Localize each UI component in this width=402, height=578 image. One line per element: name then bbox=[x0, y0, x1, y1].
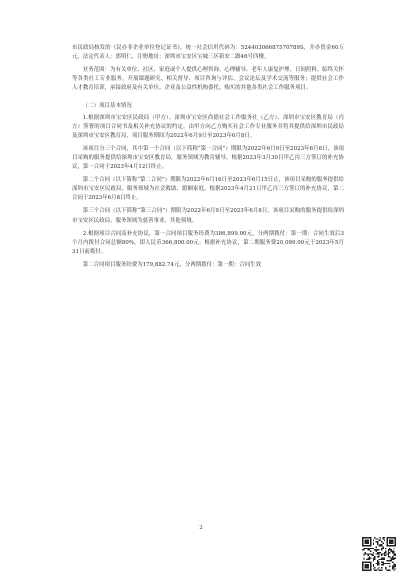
paragraph-third-contract: 第三个合同（以下简称“第三合同”）期限为2022年6月9日至2023年6月8日，该项目采购的服务提供给深圳市宝安区民政局，服务领域为慈善事业、其他领域。 bbox=[72, 208, 344, 224]
qr-code-icon bbox=[362, 537, 396, 571]
paragraph-second-contract-funding: 第二合同项目服务经费为179,882.74元，分两期拨付：第一期：合同生效 bbox=[82, 261, 262, 268]
paragraph-first-contract: 该项目分三个合同，其中第一个合同（以下简称“第一合同”）期限为2022年6月9日至2023年6月8日，该项目采购的服务提供给深圳市宝安区教育局，服务领域为教育辅导，根据2023年3月30日甲乙丙三方签订的补充协议，第一合同于2023年4月12日终止。 bbox=[72, 145, 344, 171]
section-heading-project-info: （二）项目基本情况 bbox=[82, 103, 132, 110]
paragraph-registration: 市民政局核发的《民办非企业单位登记证书》，统一社会信用代码为：52440306687570789S，开办资金60万元，法定代表人：郭明仁，注册地址：深圳市宝安区宝城三区新安二路46号四楼。 bbox=[72, 45, 344, 61]
paragraph-second-contract: 第二个合同（以下简称“第二合同”）期限为2022年6月16日至2023年6月15日止，该项目采购的服务提供给深圳市宝安区民政局，服务领域为社会救助、婚姻家庭，根据2023年4月21日甲乙丙三方签订的补充协议，第二合同于2023年6月8日终止。 bbox=[72, 177, 344, 202]
paragraph-business-scope: 业务范围：为有关单位、社区、家庭或个人提供心理咨询、心理辅导、老年人康复护理、日间照料、临终关怀等各类社工专业服务，开展课题研究、相关督导、项目咨询与评估、会议论坛及学术交流等服务；提供社会工作人才教育培训，承接政府及有关单位、企业及公益性机构委托、购买的其他各类社会工作服务项目。 bbox=[72, 67, 344, 92]
paragraph-project-contract: 1.根据深圳市宝安区民政局（甲方）、深圳市宝安区尚德社会工作服务社（乙方）、深圳市宝安区教育局（丙方）签署的项目合同书及相关补充协议的约定，由甲方向乙方购买社会工作专业服务并将其提供给深圳市民政局及深圳市宝安区教育局，项目服务期间为2022年6月9日至2023年6月8日。 bbox=[72, 114, 344, 139]
document-body bbox=[72, 44, 344, 270]
page-number: 2 bbox=[199, 525, 203, 531]
paragraph-first-contract-funding: 2.根据项目合同及补充协议，第一合同项目服务经费为386,899.00元，分两期拨付：第一期：合同生效后3个月内拨付合同总额80%，即人民币366,800.00元；根据补充协议，第二期服务费20,099.00元于2023年5月31日前拨付。 bbox=[72, 230, 344, 255]
